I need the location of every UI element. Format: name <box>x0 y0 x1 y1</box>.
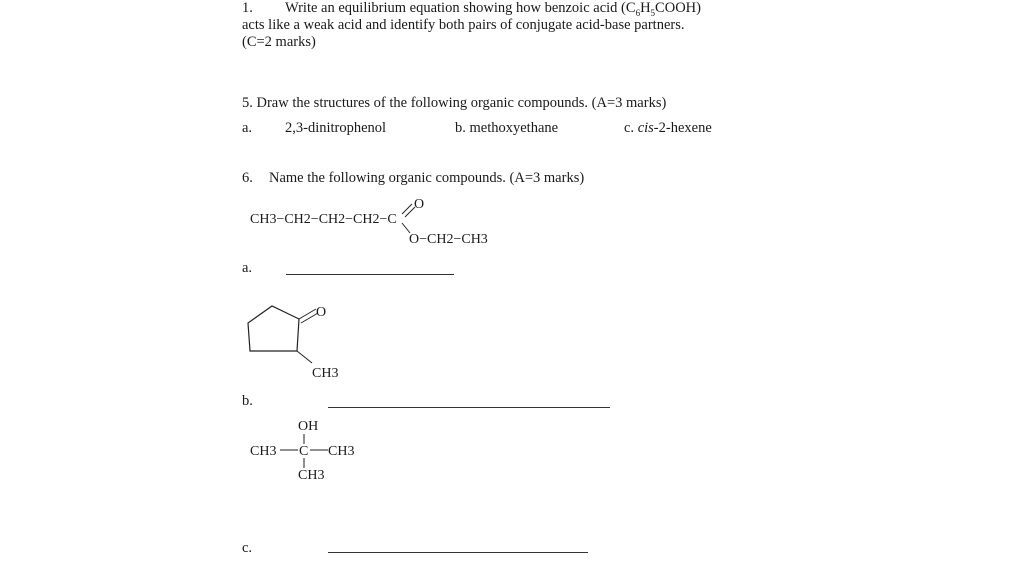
ester-double-bond-1 <box>402 204 412 214</box>
q1-marks: (C=2 marks) <box>242 34 316 50</box>
alcohol-c: C <box>299 444 309 459</box>
q6-prompt: Name the following organic compounds. (A=3 marks) <box>269 170 585 186</box>
ketone-methyl-bond <box>297 351 312 363</box>
q1-number: 1. <box>242 0 253 16</box>
ester-structure <box>390 190 520 250</box>
q1-line2: acts like a weak acid and identify both pairs of conjugate acid-base partners. <box>242 17 685 33</box>
ketone-structure <box>240 295 360 385</box>
answer-blank-a[interactable] <box>286 274 454 275</box>
answer-blank-c[interactable] <box>328 552 588 553</box>
cyclopentane-ring <box>248 306 299 351</box>
ketone-ch3: CH3 <box>312 366 339 381</box>
q5-b-text: b. methoxyethane <box>455 120 559 136</box>
alcohol-oh: OH <box>298 419 319 434</box>
answer-blank-b[interactable] <box>328 407 610 408</box>
alcohol-bottom: CH3 <box>298 468 325 483</box>
q5-prompt: 5. Draw the structures of the following organic compounds. (A=3 marks) <box>242 95 667 111</box>
alcohol-structure <box>248 418 378 488</box>
ester-o-top: O <box>414 197 425 212</box>
ketone-double-bond-1 <box>299 309 316 319</box>
alcohol-left: CH3 <box>250 444 277 459</box>
q5-c-text: c. cis-2-hexene <box>624 120 712 136</box>
q1-line1: Write an equilibrium equation showing how benzoic acid $(C_6H_5COOH)$ <box>285 0 701 18</box>
ketone-o: O <box>316 305 327 320</box>
q6-b-label: b. <box>242 393 253 409</box>
q6-number: 6. <box>242 170 253 186</box>
alcohol-right: CH3 <box>328 444 355 459</box>
q6-c-label: c. <box>242 540 253 556</box>
q5-a-text: 2,3-dinitrophenol <box>285 120 387 136</box>
ester-chain: CH3−CH2−CH2−CH2−C <box>250 212 397 227</box>
ester-o-bottom: O−CH2−CH3 <box>409 232 488 247</box>
q5-a-label: a. <box>242 120 253 136</box>
q6-a-label: a. <box>242 260 253 276</box>
